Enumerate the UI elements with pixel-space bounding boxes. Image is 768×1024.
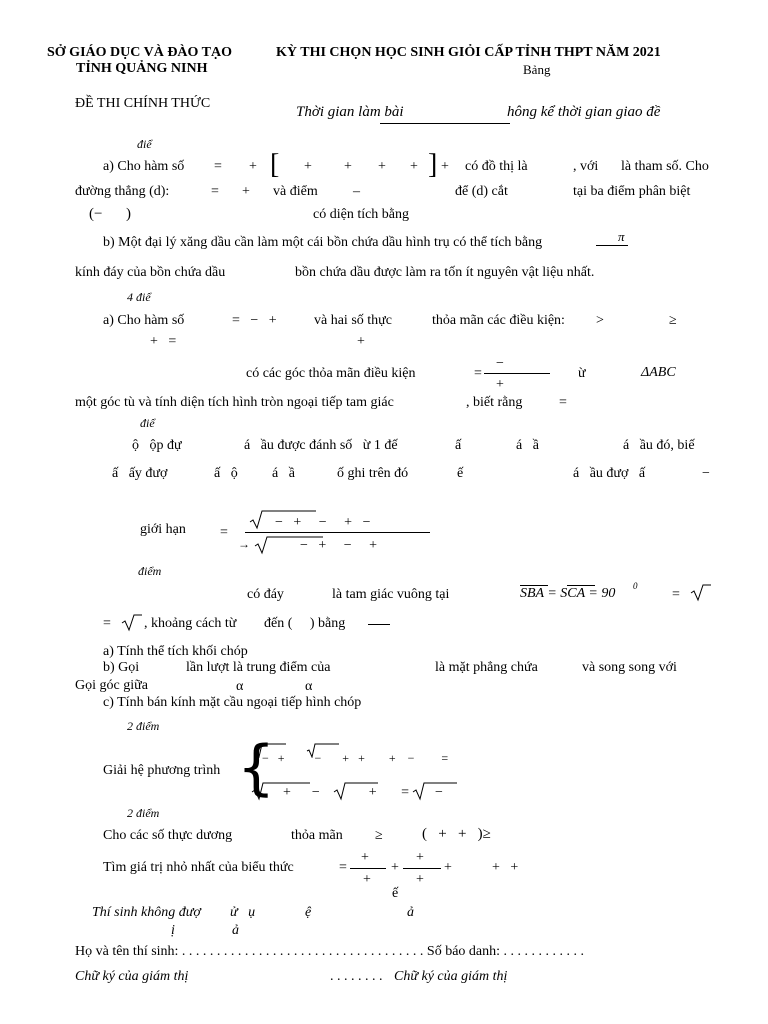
q2-b2-text: một góc tù và tính diện tích hình tròn ngoại tiếp tam giác [75,395,394,410]
q4-c: c) Tính bán kính mặt cầu ngoại tiếp hình chóp [103,695,362,710]
q3-l2-c: á ầ [272,466,295,481]
limit-frac-line [245,532,430,533]
q4-b-a: b) Gọi [103,660,140,675]
dept-name: SỞ GIÁO DỤC VÀ ĐÀO TẠO [47,45,233,60]
q3-l2-f: á ầu đượ ấ [573,466,646,481]
limit-label: giới hạn [140,522,186,537]
signature-2: Chữ ký của giám thị [394,969,508,984]
q6-tail: + + [492,860,519,875]
q1-plus: + [249,159,257,174]
q4-arc1 [520,585,548,586]
q3-l2-d: ố ghi trên đó [337,466,409,481]
q4-points: điểm [138,564,162,578]
q1-b2-a: kính đáy của bồn chứa dầu [75,265,226,280]
q6-num1: + [361,850,369,865]
q1-param: là tham số. Cho [621,159,709,174]
q4-triangle-text: là tam giác vuông tại [332,587,450,602]
q2-a2-eq: + = [150,334,177,349]
q6-frac2 [403,868,441,869]
exam-title: KỲ THI CHỌN HỌC SINH GIỎI CẤP TỈNH THPT NĂM 2021 [276,45,661,60]
q1-point-minus: – [353,184,360,199]
q1-three-text: tại ba điểm phân biệt [573,184,691,199]
q4-to: đến ( ) bằng [264,616,346,631]
q6-paren: ( + + )≥ [422,826,491,842]
q6-l1-b: thỏa mãn [291,828,343,843]
q5-row1: − + − + + + − = [262,751,449,765]
q3-l2-g: − [702,466,710,481]
q1-paren-close: ) [126,206,131,222]
q4-root2 [121,612,143,632]
q3-l1-b: á ầu được đánh số ừ 1 đế [244,438,398,453]
q2-cond: thỏa mãn các điều kiện: [432,313,565,328]
q5-row2-minus: − [435,785,443,800]
footer-note2-a: ị [171,923,175,938]
signature-dots: . . . . . . . . [330,969,383,984]
q2-b-eq: = [474,366,482,381]
q4-b-d: và song song với [582,660,677,675]
q5-row2: + − + = [283,785,410,800]
q2-two-reals: và hai số thực [314,313,392,328]
q2-b-angles: có các góc thỏa mãn điều kiện [246,366,416,381]
q1-line-plus: + [242,184,250,199]
q3-l1-a: ộ ộp đự [132,438,182,453]
q1-p1: + [304,159,312,174]
limit-eq: = [220,525,228,540]
q1-cut-text: để (d) cắt [455,184,508,199]
footer-note-c: ệ [305,905,312,920]
q3-l2-a: ấ ấy đượ [112,466,168,481]
q3-l2-e: ế [457,466,464,481]
q1-p2: + [344,159,352,174]
q1-line-eq: = [211,184,219,199]
q3-l1-c: ấ [455,438,462,453]
q4-eq2: = [103,616,111,631]
q4-alpha2: α [305,679,313,694]
q3-points: điể [140,416,155,430]
q2-points: 4 điể [127,290,151,304]
footer-note-b: ử ụ [230,905,256,920]
q1-p4: + [410,159,418,174]
q2-a2-plus: + [357,334,365,349]
q1-area-text: có diện tích bằng [313,207,410,222]
q2-a-text: a) Cho hàm số [103,313,185,328]
q1-b-text: b) Một đại lý xăng dầu cần làm một cái bồn chứa dầu hình trụ có thể tích bằng [103,235,543,250]
q6-f: ế [392,886,399,901]
q2-b-frac-line [484,373,550,374]
q4-arc2 [567,585,595,586]
q2-gt: > [596,313,604,328]
q2-a-eq: = − + [232,313,277,328]
q4-b-c: là mặt phẳng chứa [435,660,538,675]
q1-paren-open: (− [89,206,103,222]
q5-label: Giải hệ phương trình [103,763,221,778]
official-label: ĐỀ THI CHÍNH THỨC [75,96,211,111]
q1-point-text: và điểm [273,184,318,199]
q6-den1: + [363,872,371,887]
q4-eq1: = [672,587,680,602]
candidate-name-line: Họ và tên thí sinh: . . . . . . . . . . . . . . . . . . . . . . . . . . . . . . . . . . . Số báo danh: . . . . . . . . . . . . [75,944,585,959]
q4-b2-a: Gọi góc giữa [75,678,148,693]
q1-a-text: a) Cho hàm số [103,159,185,174]
q1-points: điể [137,137,152,151]
q4-a: a) Tính thể tích khối chóp [103,644,248,659]
q1-frac-line [596,245,628,246]
footer-note-d: ả [407,905,414,920]
signature-1: Chữ ký của giám thị [75,969,189,984]
q1-b2-b: bồn chứa dầu được làm ra tốn ít nguyên vật liệu nhất. [295,265,595,280]
q2-ge: ≥ [669,313,677,328]
q6-frac1 [350,868,386,869]
q2-b-minus: − [496,356,504,371]
q4-b-b: lần lượt là trung điểm của [186,660,331,675]
q6-points: 2 điểm [127,806,160,820]
limit-numerator: − + − + − [275,515,371,530]
province-name: TỈNH QUẢNG NINH [76,61,208,76]
q1-line-text: đường thẳng (d): [75,184,170,199]
q6-plus-a: + [391,860,399,875]
q1-graph-text: có đồ thị là [465,159,528,174]
q3-l1-d: á ầ [516,438,539,453]
q4-angles: SBA = SCA = 90 [520,586,616,601]
time-underline [380,123,510,124]
q4-degree: 0 [633,581,638,591]
q2-b2-given: , biết rằng [466,395,523,410]
q1-p5: + [441,159,449,174]
q4-base: có đáy [247,587,284,602]
q1-with: , với [573,159,599,174]
limit-denominator: − + − + [300,538,378,553]
q6-l1-a: Cho các số thực dương [103,828,233,843]
q3-l1-e: á ầu đó, biế [623,438,695,453]
q1-eq: = [214,159,222,174]
q4-alpha1: α [236,679,244,694]
q2-b2-eq: = [559,395,567,410]
q4-distance: , khoảng cách từ [144,616,237,631]
footer-note2-b: ả [232,923,239,938]
time-label-b: hông kể thời gian giao đề [507,104,661,120]
q6-l2: Tìm giá trị nhỏ nhất của biểu thức [103,860,294,875]
q6-num2: + [416,850,424,865]
q1-p3: + [378,159,386,174]
q4-blank [368,624,390,625]
q5-points: 2 điểm [127,719,160,733]
left-bracket: [ [270,149,280,180]
q6-plus-b: + [444,860,452,875]
footer-note-a: Thí sinh không đượ [92,905,201,920]
q2-b-plus: + [496,377,504,392]
q6-ge: ≥ [375,828,383,843]
q3-l2-b: ấ ộ [214,466,238,481]
q1-pi: π [618,229,625,244]
bang-label: Bảng [523,62,551,77]
q5-brace: { [237,733,276,803]
q2-b-u: ừ [578,366,586,381]
limit-arrow: → [238,537,250,551]
q4-root1 [690,582,712,602]
q6-eq: = [339,860,347,875]
q2-triangle: ΔABC [641,365,676,380]
right-bracket: ] [428,149,438,180]
q6-den2: + [416,872,424,887]
time-label-a: Thời gian làm bài [296,104,404,120]
